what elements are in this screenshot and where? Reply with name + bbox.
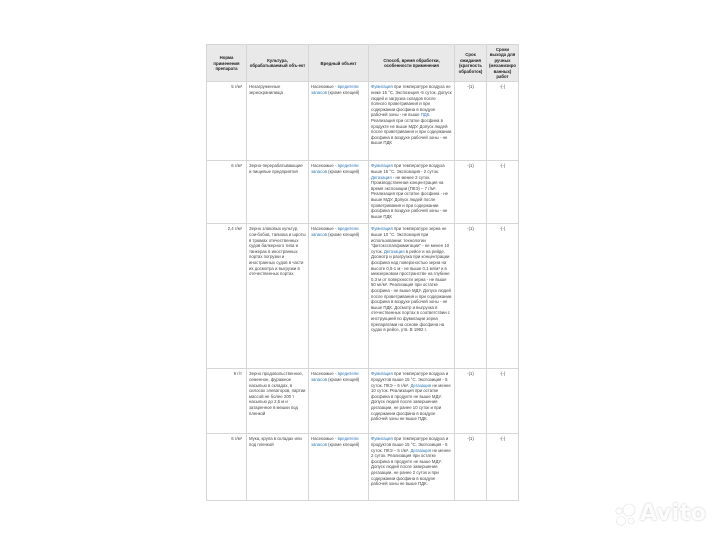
cell-exit: -(-)	[487, 369, 519, 434]
method-link-fumigation[interactable]: Фумигация	[371, 226, 393, 232]
cell-pest	[309, 434, 369, 501]
header-method: Способ, время обработки, особенности применения	[369, 45, 455, 82]
cell-pest	[309, 369, 369, 434]
pest-text: Насекомые -	[311, 371, 338, 377]
cell-culture: Зерно продовольственное, семенное, фуражное насыпью в складах, в силосах элеваторов, партии массой не более 200 т насыпью до 2,5 м и затаренное в мешки под пленкой	[247, 369, 309, 434]
method-link-fumigation[interactable]: Фумигация	[371, 163, 393, 169]
cell-norm: 9 г/т	[207, 369, 247, 434]
pest-link[interactable]: вредители запасов	[311, 436, 359, 448]
method-text: при температуре воздуха не ниже 15 °С. Экспозиция -5 суток. Допуск людей и загрузка складов после полного проветривания и при содержании фосфина в воздухе рабочей зоны - не выше	[371, 84, 452, 118]
pest-text-tail: (кроме клещей)	[326, 169, 360, 175]
header-culture: Культура, обрабатываемый объ-ект	[247, 45, 309, 82]
method-text: при температуре зерна не выше 10 °С. Экспозиция при использовании: технологии "фитоксспалфюмигации" - не менее 10 суток.	[371, 226, 450, 254]
pest-text-tail: (кроме клещей)	[326, 90, 360, 96]
method-text-tail: не менее 10 суток. Реализация при остатке фосфина в продукте не выше МДУ. Допуск людей после завершения дегазации, не ранее 10 суток и при содержании фосфина в воздухе рабочей зоны не выше ПДК.	[371, 382, 451, 422]
cell-culture: Мука, крупа в складах или под пленкой	[247, 434, 309, 501]
method-link-fumigation[interactable]: Фумигация	[371, 436, 393, 442]
method-link-pdk[interactable]: ПДК	[420, 112, 430, 118]
method-text-tail: . Реализация при остатке фосфина в продукте не выше МДУ. Допуск людей после проветривания и при содержании фосфина в воздухе рабочей зоны - не выше ПДК	[371, 112, 452, 146]
avito-watermark	[612, 498, 708, 532]
application-norms-table	[206, 44, 519, 501]
cell-method	[369, 434, 455, 501]
cell-exit: -(-)	[487, 434, 519, 501]
pest-text: Насекомые -	[311, 436, 338, 442]
pest-text-tail: (кроме клещей)	[326, 442, 360, 448]
cell-culture: Незагруженные зернохранилища	[247, 82, 309, 161]
cell-pest	[309, 161, 369, 224]
cell-wait: -(1)	[455, 82, 487, 161]
method-link-degassing[interactable]: Дегазация	[410, 447, 432, 453]
pest-text: Насекомые -	[311, 84, 338, 90]
table-row	[207, 224, 519, 369]
cell-pest	[309, 224, 369, 369]
method-link-fumigation[interactable]: Фумигация	[371, 84, 393, 90]
cell-culture: Зерно злаковых культур, сои-бобов, тапиока и шроты в трюмах отечественных судов балкерного типа и танкерах в иностранных портах погрузки и иностранных судов в части их досмотра и выгрузки в отечественных портах	[247, 224, 309, 369]
table-row	[207, 369, 519, 434]
cell-exit: -(-)	[487, 224, 519, 369]
method-link-degassing[interactable]: Дегазация	[410, 382, 432, 388]
table-row	[207, 161, 519, 224]
method-text: при температуре воздуха и продуктов выше 15 °С. Экспозиция - 5 суток. ПКЭ – 5 г/м³.	[371, 436, 449, 453]
pest-text: Насекомые -	[311, 226, 338, 232]
cell-norm: 2,4 г/м³	[207, 224, 247, 369]
pest-link[interactable]: вредители запасов	[311, 371, 359, 383]
header-wait: Срок ожидания (кратность обработок)	[455, 45, 487, 82]
method-link-degassing[interactable]: Дегазация	[383, 248, 405, 254]
header-pest: Вредный объект	[309, 45, 369, 82]
pest-link[interactable]: вредители запасов	[311, 84, 359, 96]
pest-link[interactable]: вредители запасов	[311, 226, 359, 238]
method-text: при температуре воздуха и продуктов выше 15 °С. Экспозиция - 5 суток. ПКЭ – 5 г/м³.	[371, 371, 449, 388]
cell-exit: -(-)	[487, 161, 519, 224]
method-text-tail: - не менее 2 суток. Производственная концентрация на время экспозиции (ПКЭ) – 7 г/м³. Реализация при остатке фосфина - не выше МДУ. Допуск людей после проветривания и при содержании фосфина в воздухе рабочей зоны - не выше ПДК	[371, 174, 449, 219]
avito-watermark-text: Avito	[640, 501, 707, 526]
cell-wait: -(1)	[455, 369, 487, 434]
pest-text: Насекомые -	[311, 163, 338, 169]
cell-method	[369, 369, 455, 434]
header-exit: Сроки выхода для ручных (механизированных) работ	[487, 45, 519, 82]
cell-norm: 6 г/м³	[207, 161, 247, 224]
method-link-degassing[interactable]: Дегазация	[371, 174, 392, 180]
pest-text-tail: (кроме клещей)	[326, 232, 360, 238]
method-text-tail: в рейсе и на рейде. Досмотр и разгрузка при концентрации фосфина над поверхностью зерна на высоте 0,5-1 м - не выше 0,1 мг/м³ и в межзерновом пространстве на глубине 0,3 м от поверхности зерна - не выше 50 мг/м³. Реализация при остатке фосфина - не выше МДУ. Допуск людей после проветривания и при содержании фосфина в воздухе рабочей зоны - не выше ПДК. Досмотр и выгрузка в отечественных портах в соответствии с инструкцией по фумигации зерна препаратами на основе фосфина на судах в рейсе, утв. В 1992 г.	[371, 248, 452, 333]
method-text: при температуре воздуха выше 15 °С. Экспозиция - 2 суток.	[371, 163, 445, 175]
avito-logo-icon	[612, 502, 638, 528]
cell-pest	[309, 82, 369, 161]
table-row	[207, 82, 519, 161]
cell-wait: -(1)	[455, 224, 487, 369]
cell-exit: -(-)	[487, 82, 519, 161]
table-header-row	[207, 45, 519, 82]
cell-method	[369, 82, 455, 161]
cell-wait: -(1)	[455, 434, 487, 501]
header-norm: Норма применения препарата	[207, 45, 247, 82]
pest-text-tail: (кроме клещей)	[326, 377, 360, 383]
method-text-tail: не менее 2 суток. Реализация при остатке фосфина в продукте не выше МДУ. Допуск людей после завершения дегазации, не ранее 2 суток и при содержании фосфина в воздухе рабочей зоны не выше ПДК.	[371, 447, 451, 487]
cell-wait: -(1)	[455, 161, 487, 224]
cell-method	[369, 224, 455, 369]
table-row	[207, 434, 519, 501]
cell-culture: Зерно-перерабатывающие и пищевые предприятия	[247, 161, 309, 224]
regulation-table-page	[206, 44, 518, 496]
cell-method	[369, 161, 455, 224]
cell-norm: 5 г/м³	[207, 82, 247, 161]
cell-norm: 6 г/м³	[207, 434, 247, 501]
pest-link[interactable]: вредители запасов	[311, 163, 359, 175]
method-link-fumigation[interactable]: Фумигация	[371, 371, 393, 377]
